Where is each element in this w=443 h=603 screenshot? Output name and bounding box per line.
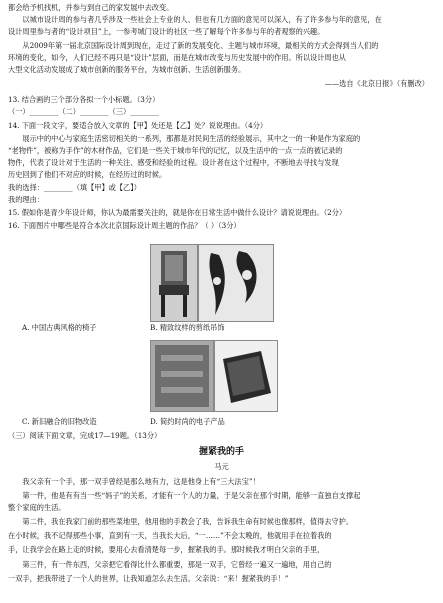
story-line: 整个家庭的生活。 — [8, 503, 66, 512]
electronics-image — [214, 340, 278, 412]
option-b[interactable]: B. 精致纹样的剪纸吊饰 — [150, 323, 225, 332]
question-13: 13. 结合画的三个部分各拟一个小标题。（3分） — [8, 95, 160, 104]
story-line: 我父亲有一个手，那一双手曾经是那么地有力，这是他身上有“三大法宝”！ — [22, 477, 260, 486]
passage-line: 大型文化活动发展成了城市创新的服务平台，为城市创新、生活创新服务。 — [8, 65, 246, 74]
story-line: 手，让我学会在路上走的时候，要用心去看清楚每一步，握紧我的手。那时候我才明白父亲的手里， — [8, 545, 325, 554]
option-a[interactable]: A. 中国古典风格的椅子 — [22, 323, 97, 332]
story-title: 握紧我的手 — [198, 447, 244, 457]
passage-line: 都会给予机找机，并参与到自己的家发展中去改变。 — [8, 3, 174, 12]
papercut-image — [198, 244, 274, 322]
story-line: 一双手，把我带进了一个人的世界，让我知道怎么去生活。父亲说：“来！握紧我的手！” — [8, 574, 289, 583]
chair-image — [150, 244, 198, 322]
q14-reason[interactable]: 我的理由： — [8, 195, 44, 204]
story-author: 马元 — [214, 462, 229, 471]
option-d[interactable]: D. 简约时尚的电子产品 — [150, 417, 225, 426]
story-line: 第二件，我在我家门前的那些菜地里，他用他的手教会了我，告诉我生命有时候也像那样，值得去守护。 — [22, 517, 354, 526]
story-line: 在小时候，我不记得那些小事，直到有一天，当我长大后，“一……”不会太晚的，他就用手在拉着我的 — [8, 531, 332, 540]
option-c[interactable]: C. 新旧融合的旧物改造 — [22, 417, 97, 426]
passage-line: 设计周里参与者的“设计项目”上，一参考城门设计的社区一些了解每个许多参与年的者观察的兴趣。 — [8, 27, 325, 36]
passage-line: 以城市设计周的参与者几乎涉及一些社会上专业的人、但也有几方面的意见可以深入，有了许多参与年的意见，在 — [22, 15, 382, 24]
q13-answer-line[interactable]: （一）________（二）________（三）________ — [8, 107, 159, 116]
reclaimed-wood-image — [150, 340, 214, 412]
story-line: 第三件，有一件东西，父亲把它看得比什么都重要，那是一双手，它曾经一遍又一遍地，用自己的 — [22, 560, 332, 569]
passage-source: ——选自《北京日报》（有删改） — [324, 79, 429, 88]
section-3-label: （三）阅读下面文章，完成17—19题。（13分） — [8, 431, 162, 440]
question-14: 14. 下面一段文字，要适合放入文章的【甲】处还是【乙】处？说说理由。（4分） — [8, 121, 268, 130]
q14-text: 物件，代表了设计对于生活的一种关注、感受和经验的过程。设计者在这个过程中，不断地去寻找与发现 — [8, 158, 339, 167]
story-line: 第一件，他是有有当一些“妈子”的关系，才能有一个人的力量，于是父亲在那个时期，能够一直独自支撑起 — [22, 491, 361, 500]
q14-text: 展示中的中心与家庭生活密切相关的一系列，那都是对民间生活的经验展示，其中之一的一种是作为家庭的 — [22, 134, 361, 143]
question-15: 15. 假如你是青少年设计师，你认为最需要关注的，就是你在日常生活中做什么设计？请说说理由。（2分） — [8, 208, 347, 217]
passage-line: 环境的变化，如今，人们已经不再只是“设计”层面，而是在城市改变与历史发展中的作用。所以设计周也从 — [8, 53, 346, 62]
q14-text: “老物件”，被称为手作”的木材作品，它们是一些关于城市年代的记忆，以及生活中的一点一点的被记录的 — [8, 146, 343, 155]
q14-text: 历史回到了他们不对应的时候，在经历过的时候。 — [8, 170, 167, 179]
question-16: 16. 下面图片中哪些是符合本次北京国际设计周主题的作品？（ ）（3分） — [8, 221, 241, 230]
passage-line: 从2009年第一届北京国际设计周到现在，走过了新的发展变化、主题与城市环境，最相关的方式会得到当人们的 — [22, 41, 379, 50]
q14-choice[interactable]: 我的选择：________（填【甲】或【乙】） — [8, 183, 141, 192]
